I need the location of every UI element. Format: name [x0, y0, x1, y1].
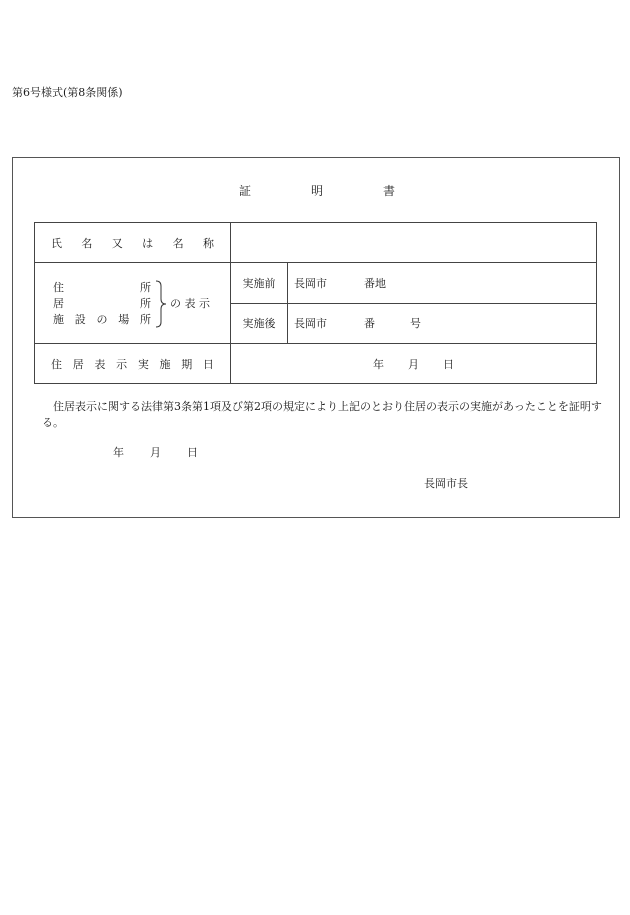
title-char-1: 証 [239, 184, 252, 198]
name-label-char: 名 [172, 236, 184, 250]
after-address-cell[interactable] [288, 303, 597, 344]
month-label: 月 [150, 446, 161, 459]
date-value-cell[interactable] [231, 344, 597, 384]
date-label-cell: 住 居 表 示 実 施 期 日 [35, 344, 231, 384]
name-label-char: 名 [81, 236, 93, 250]
name-label-char: 又 [111, 236, 123, 250]
day-label: 日 [187, 446, 198, 459]
year-label: 年 [113, 446, 124, 459]
issuer-name: 長岡市長 [424, 477, 468, 490]
year-label: 年 [373, 357, 384, 371]
certification-statement: 住居表示に関する法律第3条第1項及び第2項の規定により上記のとおり住居の表示の実施があったことを証明する。 [42, 400, 602, 429]
title-char-2: 明 [311, 184, 324, 198]
before-city: 長岡市 [294, 276, 327, 290]
address-label-line-2: 居 所 [53, 297, 151, 310]
name-label-char: は [142, 236, 154, 250]
title-char-3: 書 [383, 184, 396, 198]
address-row-before [35, 263, 597, 304]
name-label-cell [35, 223, 231, 263]
form-number-label: 第6号様式(第8条関係) [12, 86, 123, 99]
certificate-table [34, 222, 597, 384]
date-row [35, 344, 597, 384]
after-city: 長岡市 [294, 317, 327, 331]
after-unit-ban: 番 [364, 317, 375, 331]
day-label: 日 [443, 357, 454, 371]
before-address-cell[interactable] [288, 263, 597, 304]
name-label-char: 氏 [51, 236, 62, 250]
address-label-line-3: 施 設 の 場 所 [53, 313, 151, 326]
name-value-cell[interactable] [231, 223, 597, 263]
before-label-cell: 実施前 [231, 263, 288, 304]
after-label-cell: 実施後 [231, 303, 288, 344]
name-label-char: 称 [202, 236, 214, 250]
month-label: 月 [408, 357, 419, 371]
certification-date [113, 444, 198, 460]
address-label-line-1: 住 所 [53, 281, 151, 294]
address-label-cell [35, 263, 231, 344]
right-brace-icon [155, 280, 167, 328]
after-unit-go: 号 [410, 317, 421, 331]
address-suffix: の 表 示 [170, 297, 210, 310]
name-row [35, 223, 597, 263]
before-unit: 番地 [364, 276, 386, 290]
